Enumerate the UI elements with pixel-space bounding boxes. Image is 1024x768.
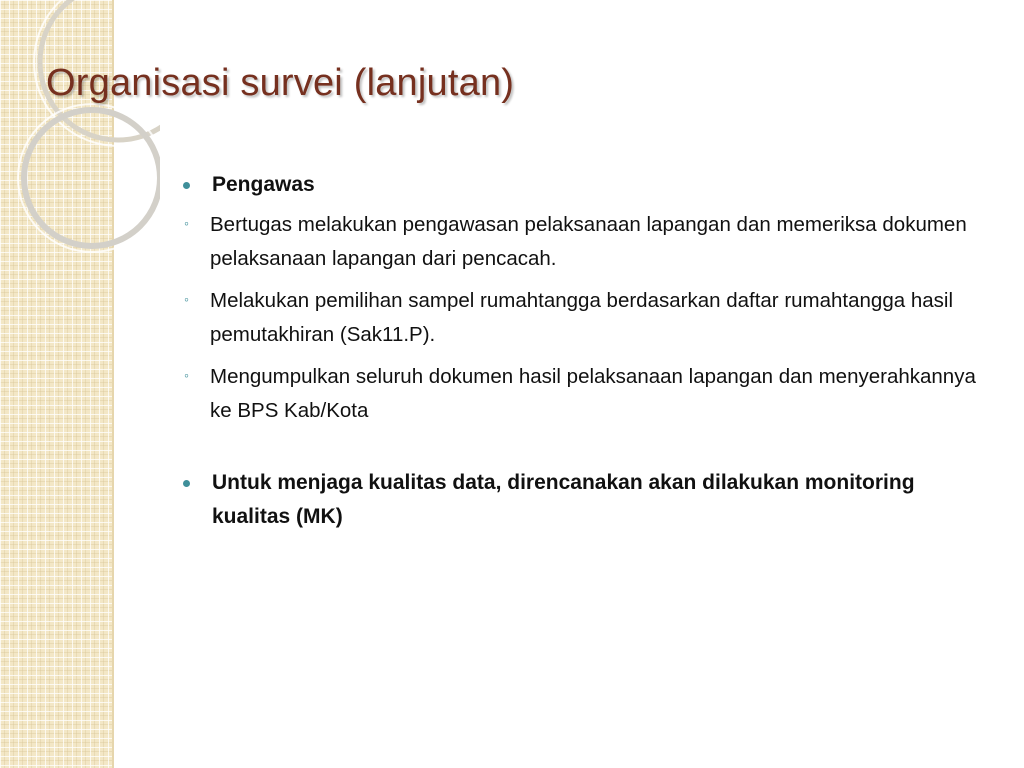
sub-bullet-text: Bertugas melakukan pengawasan pelaksanaan lapangan dan memeriksa dokumen pelaksanaan lapangan dari pencacah.: [210, 213, 967, 270]
sub-bullet-item: [180, 360, 995, 428]
side-strip-edge: [112, 0, 114, 768]
sub-bullet-text: Mengumpulkan seluruh dokumen hasil pelaksanaan lapangan dan menyerahkannya ke BPS Kab/Kota: [210, 365, 976, 422]
bullet-pengawas: [180, 168, 995, 202]
bullet-spacer: [180, 436, 995, 466]
slide-title: Organisasi survei (lanjutan): [46, 62, 515, 104]
bullet-label: Untuk menjaga kualitas data, direncanakan akan dilakukan monitoring kualitas (MK): [212, 471, 915, 528]
decorative-side-strip: [0, 0, 112, 768]
sub-bullet-item: [180, 284, 995, 352]
hollow-circle-icon: ◦: [184, 367, 189, 383]
bullet-monitoring: [180, 466, 995, 534]
bullet-icon: [183, 480, 190, 487]
bullet-label: Pengawas: [212, 173, 315, 196]
hollow-circle-icon: ◦: [184, 291, 189, 307]
bullet-icon: [183, 182, 190, 189]
slide-content: [180, 168, 995, 534]
sub-bullet-list: [180, 208, 995, 428]
sub-bullet-item: [180, 208, 995, 276]
sub-bullet-text: Melakukan pemilihan sampel rumahtangga berdasarkan daftar rumahtangga hasil pemutakhiran (Sak11.P).: [210, 289, 953, 346]
hollow-circle-icon: ◦: [184, 215, 189, 231]
